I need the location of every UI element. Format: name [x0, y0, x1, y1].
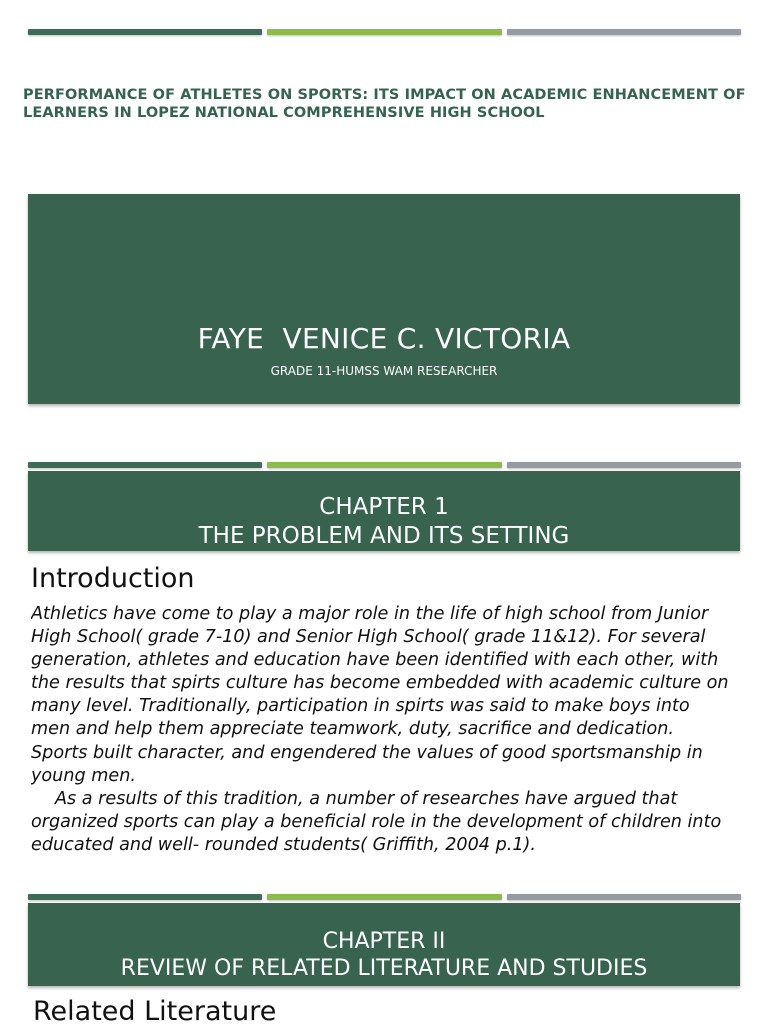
author-subtitle: GRADE 11-HUMSS WAM RESEARCHER	[270, 364, 498, 378]
introduction-paragraph: As a results of this tradition, a number of researches have argued that organized sports can play a beneficial role in the development of children into educated and well- rounded students( Griffith, 2004 p.1).	[31, 788, 722, 855]
accent-stripe-lime	[267, 462, 501, 468]
chapter2-title: REVIEW OF RELATED LITERATURE AND STUDIES	[120, 956, 648, 981]
chapter1-banner	[28, 471, 740, 551]
chapter1-title: THE PROBLEM AND ITS SETTING	[198, 523, 570, 549]
accent-stripe-gray	[507, 29, 741, 35]
accent-stripe-green	[28, 894, 262, 900]
chapter1-accent-stripes	[28, 462, 741, 470]
accent-stripe-green	[28, 462, 262, 468]
accent-stripe-lime	[267, 29, 501, 35]
introduction-heading: Introduction	[31, 563, 195, 594]
accent-stripe-gray	[507, 894, 741, 900]
document-title: PERFORMANCE OF ATHLETES ON SPORTS: ITS IMPACT ON ACADEMIC ENHANCEMENT OF LEARNERS IN LOPEZ NATIONAL COMPREHENSIVE HIGH SCHOOL	[23, 87, 746, 121]
accent-stripe-gray	[507, 462, 741, 468]
chapter1-number: CHAPTER 1	[319, 494, 449, 520]
chapter2-number: CHAPTER II	[322, 929, 446, 954]
chapter2-banner	[28, 903, 740, 986]
chapter2-accent-stripes	[28, 894, 741, 902]
related-literature-heading: Related Literature	[33, 996, 277, 1027]
accent-stripe-lime	[267, 894, 501, 900]
top-accent-stripes	[28, 29, 741, 37]
introduction-paragraph: Athletics have come to play a major role in the life of high school from Junior High School( grade 7-10) and Senior High School( grade 11&12). For several generation, athletes and education have been identified with each other, with the results that spirts culture has become embedded with academic culture on many level. Traditionally, participation in spirts was said to make boys into men and help them appreciate teamwork, duty, sacrifice and dedication. Sports built character, and engendered the values of good sportsmanship in young men.	[31, 604, 729, 786]
accent-stripe-green	[28, 29, 262, 35]
introduction-body	[31, 603, 731, 862]
author-name: FAYE VENICE C. VICTORIA	[197, 322, 571, 355]
cover-banner	[28, 194, 740, 404]
